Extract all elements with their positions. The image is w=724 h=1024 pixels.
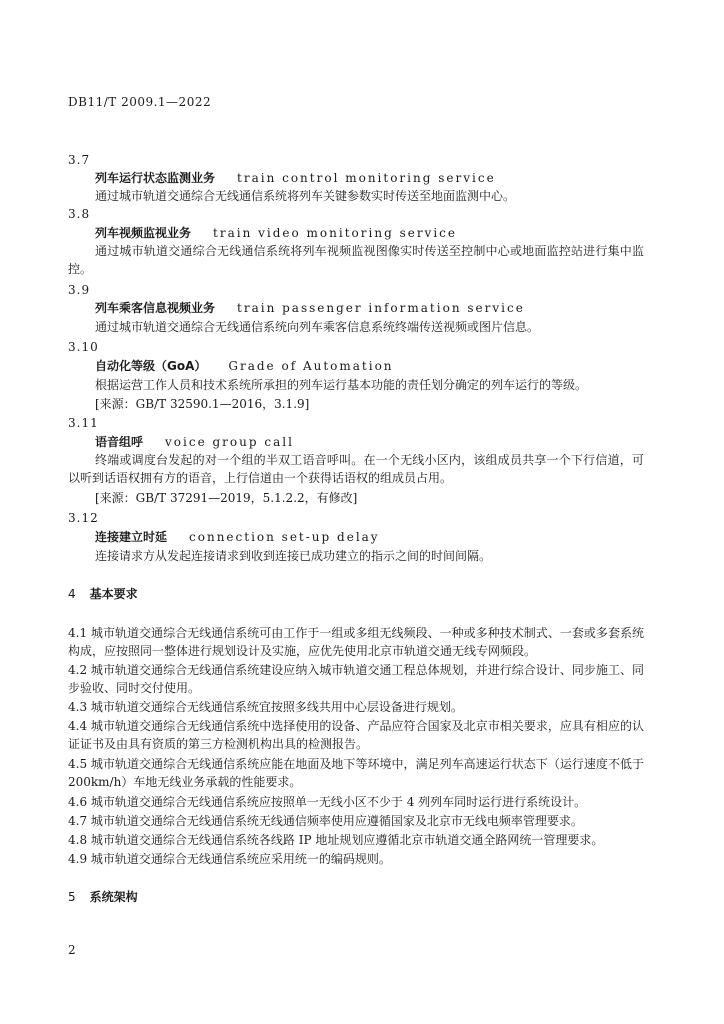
term-chinese: 语音组呼 [95, 435, 144, 449]
term-chinese: 自动化等级（GoA） [95, 359, 207, 373]
term-number: 3.12 [68, 511, 99, 525]
term-heading [95, 224, 457, 242]
section-title: 基本要求 [89, 587, 138, 601]
term-number: 3.8 [68, 207, 91, 221]
page-number: 2 [68, 943, 76, 957]
term-source: [来源：GB/T 32590.1—2016，3.1.9] [95, 397, 310, 411]
section-number: 4 [68, 587, 76, 601]
clause: 4.3 城市轨道交通综合无线通信系统宜按照多线共用中心层设备进行规划。 [68, 700, 463, 714]
clause: 4.6 城市轨道交通综合无线通信系统应按照单一无线小区不少于 4 列列车同时运行进行系统设计。 [68, 795, 587, 809]
term-heading [95, 299, 525, 317]
clause: 4.2 城市轨道交通综合无线通信系统建设应纳入城市轨道交通工程总体规划，并进行综合设计、同步施工、同步验收、同时交付使用。 [68, 663, 644, 695]
term-heading [95, 433, 294, 451]
term-definition: 通过城市轨道交通综合无线通信系统将列车视频监视图像实时传送至控制中心或地面监控站进行集中监控。 [68, 244, 644, 276]
clause: 4.4 城市轨道交通综合无线通信系统中选择使用的设备、产品应符合国家及北京市相关要求，应具有相应的认证证书及由具有资质的第三方检测机构出具的检测报告。 [68, 719, 644, 751]
clause: 4.1 城市轨道交通综合无线通信系统可由工作于一组或多组无线频段、一种或多种技术制式、一套或多套系统构成，应按照同一整体进行规划设计及实施，应优先使用北京市轨道交通无线专网频段。 [68, 626, 644, 658]
term-number: 3.10 [68, 340, 99, 354]
term-english: train control monitoring service [237, 171, 496, 185]
term-source: [来源：GB/T 37291—2019，5.1.2.2，有修改] [95, 491, 358, 505]
term-heading [95, 357, 394, 375]
clause: 4.5 城市轨道交通综合无线通信系统应能在地面及地下等环境中，满足列车高速运行状态下（运行速度不低于 200km/h）车地无线业务承载的性能要求。 [68, 757, 644, 789]
clause: 4.7 城市轨道交通综合无线通信系统无线通信频率使用应遵循国家及北京市无线电频率管理要求。 [68, 814, 583, 828]
term-definition: 连接请求方从发起连接请求到收到连接已成功建立的指示之间的时间间隔。 [95, 549, 492, 563]
term-heading [95, 169, 496, 187]
term-number: 3.9 [68, 283, 91, 297]
clause: 4.9 城市轨道交通综合无线通信系统应采用统一的编码规则。 [68, 852, 391, 866]
term-definition: 通过城市轨道交通综合无线通信系统向列车乘客信息系统终端传送视频或图片信息。 [95, 320, 540, 334]
term-heading [95, 528, 380, 546]
term-definition: 根据运营工作人员和技术系统所承担的列车运行基本功能的责任划分确定的列车运行的等级。 [95, 378, 588, 392]
term-definition: 通过城市轨道交通综合无线通信系统将列车关键参数实时传送至地面监测中心。 [95, 189, 516, 203]
section-number: 5 [68, 890, 76, 904]
section-title: 系统架构 [89, 890, 138, 904]
document-header-id: DB11/T 2009.1—2022 [68, 95, 212, 109]
term-english: Grade of Automation [228, 359, 394, 373]
term-chinese: 列车乘客信息视频业务 [95, 301, 216, 315]
section-heading [68, 585, 138, 603]
term-number: 3.7 [68, 153, 91, 167]
clause: 4.8 城市轨道交通综合无线通信系统各线路 IP 地址规划应遵循北京市轨道交通全路网统一管理要求。 [68, 833, 604, 847]
term-chinese: 连接建立时延 [95, 530, 168, 544]
term-english: train passenger information service [237, 301, 525, 315]
term-definition: 终端或调度台发起的对一个组的半双工语音呼叫。在一个无线小区内，该组成员共享一个下行信道，可以听到话语权拥有方的语音，上行信道由一个获得话语权的组成员占用。 [68, 453, 644, 485]
term-english: voice group call [165, 435, 294, 449]
term-english: train video monitoring service [213, 226, 457, 240]
term-number: 3.11 [68, 416, 99, 430]
section-heading [68, 888, 138, 906]
term-english: connection set-up delay [189, 530, 380, 544]
term-chinese: 列车运行状态监测业务 [95, 171, 216, 185]
term-chinese: 列车视频监视业务 [95, 226, 192, 240]
